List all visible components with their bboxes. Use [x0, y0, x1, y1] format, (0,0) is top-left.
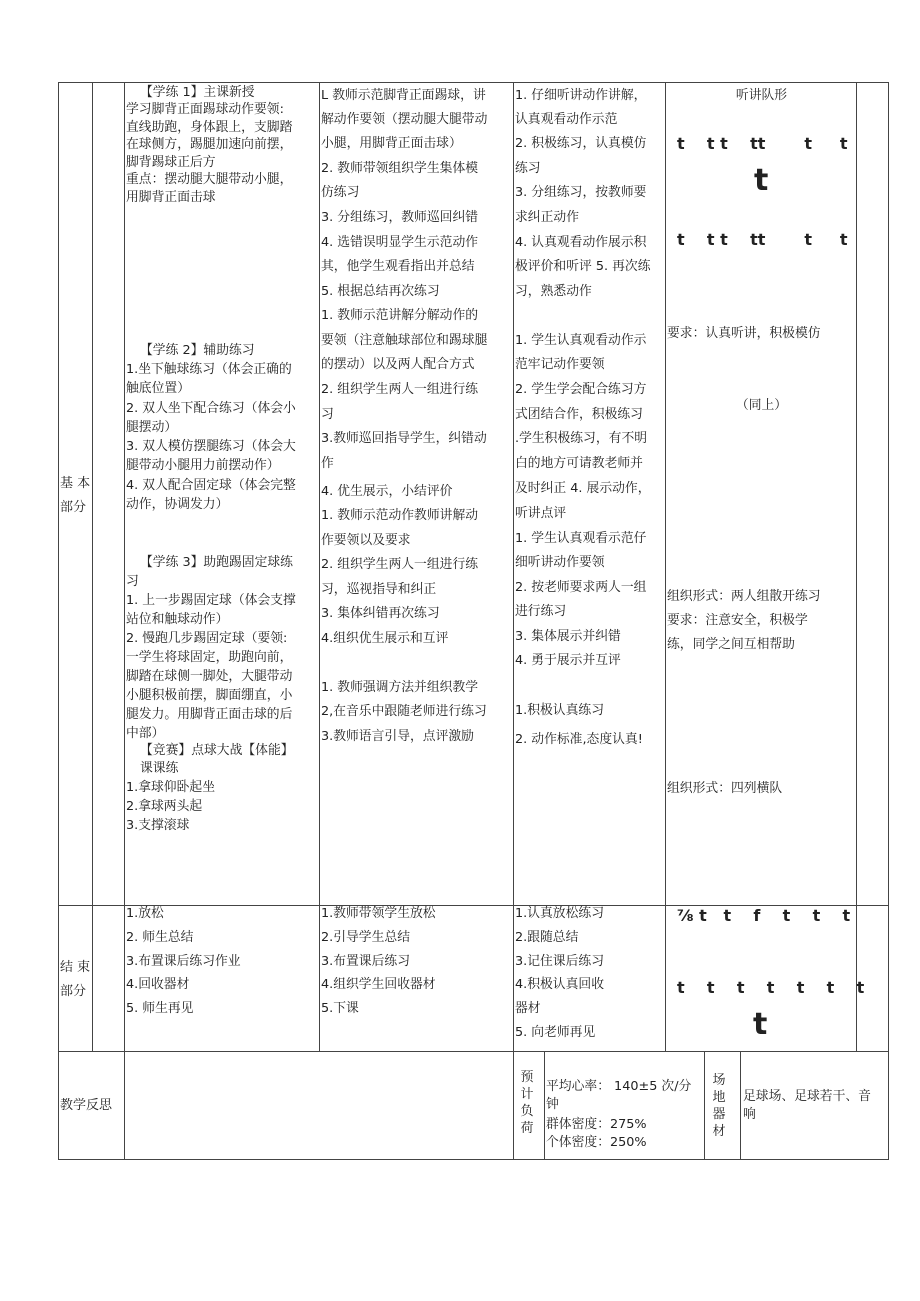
competition-line: 1.拿球仰卧起坐 [126, 780, 215, 795]
individual-density: 个体密度：250% [546, 1135, 647, 1150]
formation-row-top: t t t tt t t [677, 134, 848, 153]
practice3-line: 习 [126, 574, 139, 589]
practice3-line: 腿发力。用脚背正面击球的后 [126, 707, 293, 722]
ending-formation-row-bottom: t t t t t t t [677, 978, 865, 997]
teacher-line: 解动作要领（摆动腿大腿带动 [321, 112, 488, 127]
same-as-above: （同上） [735, 398, 788, 413]
average-heart-rate-unit: 钟 [546, 1097, 559, 1112]
venue-label-char: 器 [712, 1107, 726, 1122]
practice2-line: 动作，协调发力） [126, 497, 229, 512]
practice2-line: 触底位置） [126, 381, 190, 396]
practice3-line: 一学生将球固定，助跑向前， [126, 650, 293, 665]
ending-formation-row-top: ⅞ t t f t t t [677, 906, 851, 925]
practice1-line: 在球侧方，踢腿加速向前摆， [126, 137, 293, 152]
student-line: 1. 学生认真观看动作示 [515, 333, 647, 348]
requirement-2: 练，同学之间互相帮助 [667, 637, 795, 652]
teacher-line: 2,在音乐中跟随老师进行练习 [321, 704, 487, 719]
ending-teacher-line: 4.组织学生回收器材 [321, 977, 436, 992]
ending-student-line: 4.积极认真回收 [515, 977, 604, 992]
ending-student-line: 1.认真放松练习 [515, 906, 604, 921]
teacher-line: L 教师示范脚背正面踢球，讲 [321, 88, 486, 103]
venue-equipment-label [710, 1072, 728, 1140]
teacher-line: 3.教师语言引导，点评激励 [321, 729, 474, 744]
student-line: 3. 分组练习，按教师要 [515, 185, 647, 200]
student-line: 认真观看动作示范 [515, 112, 618, 127]
practice2-line: 1.坐下触球练习（体会正确的 [126, 362, 292, 377]
teacher-line: 习，巡视指导和纠正 [321, 582, 437, 597]
teacher-marker: t [754, 163, 769, 198]
student-line: 2. 学生学会配合练习方 [515, 382, 647, 397]
teacher-line: 其，他学生观看指出并总结 [321, 259, 475, 274]
student-line: 4. 勇于展示并互评 [515, 653, 621, 668]
ending-teacher-line: 2.引导学生总结 [321, 930, 410, 945]
student-line: 1. 学生认真观看示范仔 [515, 531, 647, 546]
venue-label-char: 材 [712, 1124, 726, 1139]
teacher-line: 作要领以及要求 [321, 533, 411, 548]
teacher-line: 3.教师巡回指导学生，纠错动 [321, 431, 487, 446]
ending-teacher-marker: t [753, 1007, 768, 1042]
organization-form-1: 组织形式：两人组散开练习 [667, 589, 821, 604]
teacher-line: 2. 教师带领组织学生集体模 [321, 161, 479, 176]
teacher-line: 要领（注意触球部位和踢球腿 [321, 333, 488, 348]
practice3-line: 2. 慢跑几步踢固定球（要领: [126, 631, 288, 646]
student-line: 极评价和听评 5. 再次练 [515, 259, 651, 274]
venue-label-char: 场 [712, 1073, 726, 1088]
competition-line: 2.拿球两头起 [126, 799, 203, 814]
ending-content-line: 3.布置课后练习作业 [126, 954, 241, 969]
student-line: 式团结合作，积极练习 [515, 407, 643, 422]
student-line: 练习 [515, 161, 541, 176]
practice3-line: 站位和触球动作） [126, 612, 229, 627]
teacher-line: 仿练习 [321, 185, 360, 200]
reflection-label: 教学反思 [60, 1098, 113, 1113]
competition-line: 3.支撑滚球 [126, 818, 190, 833]
student-line: 2. 积极练习，认真模仿 [515, 136, 647, 151]
load-label-char: 负 [520, 1104, 534, 1119]
ending-content-line: 1.放松 [126, 906, 164, 921]
teacher-line: 小腿，用脚背正面击球） [321, 136, 462, 151]
basic-label-line1: 基 本 [60, 476, 91, 491]
ending-content-line: 4.回收器材 [126, 977, 190, 992]
ending-content-line: 5. 师生再见 [126, 1001, 194, 1016]
practice2-line: 3. 双人模仿摆腿练习（体会大 [126, 439, 296, 454]
teacher-line: 4. 选错误明显学生示范动作 [321, 235, 479, 250]
ending-section-label [60, 956, 92, 1004]
group-density: 群体密度：275% [546, 1117, 647, 1132]
student-line: 求纠正动作 [515, 210, 579, 225]
practice3-title: 【学练 3】助跑踢固定球练 [140, 555, 293, 570]
practice1-line: 用脚背正面击球 [126, 190, 216, 205]
practice2-line: 2. 双人坐下配合练习（体会小 [126, 401, 296, 416]
teacher-line: 1. 教师强调方法并组织教学 [321, 680, 479, 695]
ending-student-line: 器材 [515, 1001, 541, 1016]
student-line: 细听讲动作要领 [515, 555, 605, 570]
venue-label-char: 地 [712, 1090, 726, 1105]
practice2-line: 腿带动小腿用力前摆动作） [126, 458, 280, 473]
practice2-line: 4. 双人配合固定球（体会完整 [126, 478, 296, 493]
practice2-title: 【学练 2】辅助练习 [140, 343, 255, 358]
student-line: 1.积极认真练习 [515, 703, 604, 718]
teacher-line: 3. 集体纠错再次练习 [321, 606, 440, 621]
student-line: 及时纠正 4. 展示动作， [515, 481, 651, 496]
load-label-char: 预 [520, 1070, 534, 1085]
student-line: 2. 按老师要求两人一组 [515, 580, 647, 595]
practice1-line: 脚背踢球正后方 [126, 155, 216, 170]
ending-student-line: 2.跟随总结 [515, 930, 579, 945]
teacher-line: 2. 组织学生两人一组进行练 [321, 382, 479, 397]
load-label-char: 荷 [520, 1121, 534, 1136]
ending-content-line: 2. 师生总结 [126, 930, 194, 945]
student-line: 2. 动作标准,态度认真! [515, 732, 643, 747]
ending-label-line1: 结 束 [60, 960, 91, 975]
expected-load-label [518, 1069, 536, 1137]
teacher-line: 5. 根据总结再次练习 [321, 284, 440, 299]
ending-label-line2: 部分 [60, 984, 87, 999]
student-line: 白的地方可请教老师并 [515, 456, 643, 471]
ending-student-line: 3.记住课后练习 [515, 954, 604, 969]
ending-student-line: 5. 向老师再见 [515, 1025, 596, 1040]
ending-teacher-line: 5.下课 [321, 1001, 359, 1016]
teacher-line: 4. 优生展示，小结评价 [321, 484, 453, 499]
teacher-line: 2. 组织学生两人一组进行练 [321, 557, 479, 572]
teacher-line: 4.组织优生展示和互评 [321, 631, 449, 646]
practice2-line: 腿摆动） [126, 420, 178, 435]
basic-section-label [60, 472, 92, 520]
requirement-1: 要求：认真听讲，积极模仿 [667, 326, 821, 341]
competition-title: 【竞赛】点球大战【体能】 [140, 743, 294, 758]
venue-equipment-line: 响 [743, 1107, 756, 1122]
practice3-line: 小腿积极前摆，脚面绷直，小 [126, 688, 293, 703]
teacher-line: 习 [321, 407, 334, 422]
listen-formation-title: 听讲队形 [735, 88, 788, 103]
teacher-line: 1. 教师示范讲解分解动作的 [321, 308, 479, 323]
teacher-line: 作 [321, 456, 334, 471]
student-line: 4. 认真观看动作展示积 [515, 235, 647, 250]
competition-line: 课课练 [140, 761, 179, 776]
organization-form-2: 组织形式：四列横队 [667, 781, 783, 796]
practice1-line: 重点：摆动腿大腿带动小腿， [126, 172, 293, 187]
student-line: .学生积极练习，有不明 [515, 431, 648, 446]
teacher-line: 1. 教师示范动作教师讲解动 [321, 508, 479, 523]
teacher-line: 的摆动）以及两人配合方式 [321, 357, 475, 372]
requirement-2: 要求：注意安全，积极学 [667, 613, 808, 628]
student-line: 进行练习 [515, 604, 567, 619]
practice3-line: 脚踏在球侧一脚处，大腿带动 [126, 669, 293, 684]
ending-teacher-line: 3.布置课后练习 [321, 954, 410, 969]
student-line: 听讲点评 [515, 506, 567, 521]
practice3-line: 中部） [126, 726, 165, 741]
student-line: 1. 仔细听讲动作讲解， [515, 88, 647, 103]
student-line: 习，熟悉动作 [515, 284, 592, 299]
practice3-line: 1. 上一步踢固定球（体会支撑 [126, 593, 296, 608]
practice1-line: 学习脚背正面踢球动作要领: [126, 102, 284, 117]
basic-label-line2: 部分 [60, 500, 87, 515]
student-line: 3. 集体展示并纠错 [515, 629, 621, 644]
student-line: 范牢记动作要领 [515, 357, 605, 372]
ending-teacher-line: 1.教师带领学生放松 [321, 906, 436, 921]
practice1-line: 直线助跑，身体跟上，支脚踏 [126, 120, 293, 135]
average-heart-rate: 平均心率： 140±5 次/分 [546, 1079, 692, 1094]
load-label-char: 计 [520, 1087, 534, 1102]
practice1-title: 【学练 1】主课新授 [140, 85, 255, 100]
teacher-line: 3. 分组练习，教师巡回纠错 [321, 210, 479, 225]
venue-equipment-line: 足球场、足球若干、音 [743, 1089, 871, 1104]
formation-row-bottom: t t t tt t t [677, 230, 848, 249]
